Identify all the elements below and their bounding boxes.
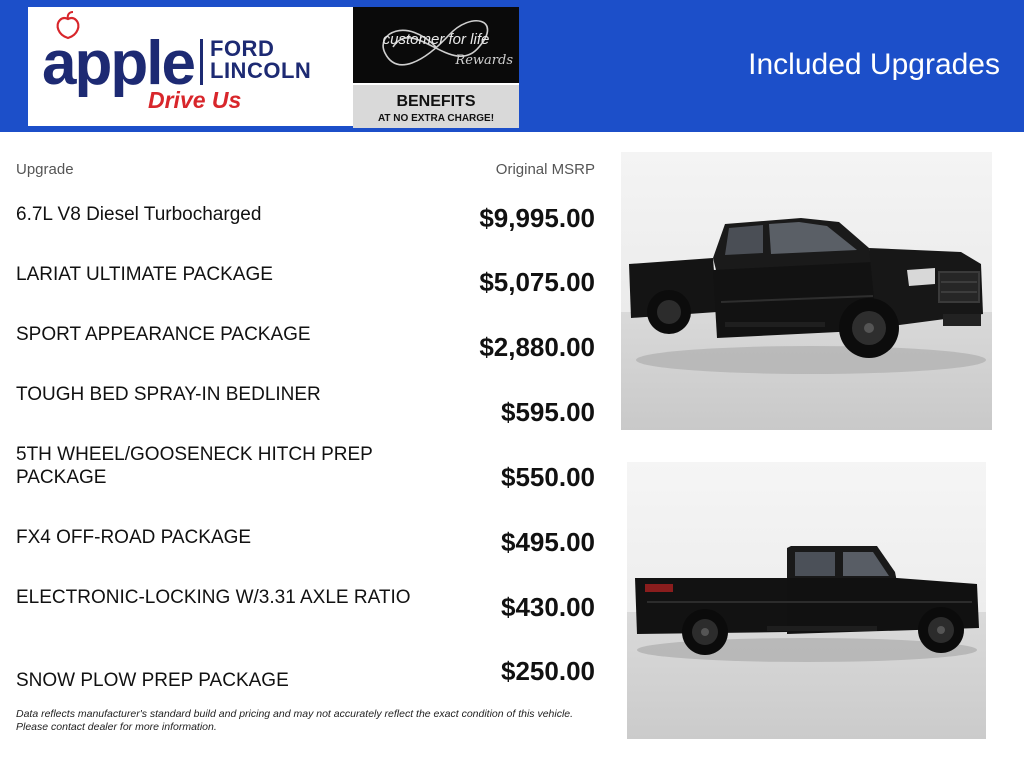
customer-for-life-badge <box>353 7 519 126</box>
upgrade-price: $9,995.00 <box>479 203 595 233</box>
upgrade-name: 6.7L V8 Diesel Turbocharged <box>16 204 262 225</box>
upgrade-row <box>0 586 600 646</box>
upgrade-price: $250.00 <box>501 656 595 686</box>
disclaimer: Data reflects manufacturer's standard build and pricing and may not accurately reflect the exact condition of this vehicle. Please contact dealer for more information. <box>16 708 574 733</box>
upgrade-price: $595.00 <box>501 397 595 427</box>
header-bar <box>0 0 1024 132</box>
badge-dark-panel <box>353 7 519 83</box>
upgrade-price: $550.00 <box>501 462 595 492</box>
upgrade-name: SPORT APPEARANCE PACKAGE <box>16 324 311 345</box>
badge-benefits-text: BENEFITS <box>396 93 476 110</box>
upgrade-row <box>0 203 600 263</box>
upgrade-price: $2,880.00 <box>479 332 595 362</box>
page-title: Included Upgrades <box>748 48 1000 81</box>
badge-script-text: Rewards <box>455 53 513 68</box>
upgrade-row <box>0 263 600 323</box>
logo-lincoln-text: LINCOLN <box>210 58 312 83</box>
upgrade-row <box>0 323 600 383</box>
apple-wordmark: apple <box>42 29 194 98</box>
logo-slogan: Drive Us <box>148 87 242 113</box>
upgrade-name: FX4 OFF-ROAD PACKAGE <box>16 527 252 548</box>
badge-top-text: customer for life <box>382 31 490 48</box>
upgrade-price: $5,075.00 <box>479 267 595 297</box>
logo-ford-text: FORD <box>210 36 275 61</box>
truck-side-profile-image <box>627 462 986 739</box>
truck-photo-front-quarter <box>621 152 992 430</box>
upgrade-name: LARIAT ULTIMATE PACKAGE <box>16 264 273 285</box>
upgrade-row <box>0 656 600 716</box>
upgrade-price: $495.00 <box>501 527 595 557</box>
upgrade-name: 5TH WHEEL/GOOSENECK HITCH PREP PACKAGE <box>16 444 373 488</box>
upgrade-name: SNOW PLOW PREP PACKAGE <box>16 670 289 691</box>
logo-divider <box>200 39 203 85</box>
upgrade-name: TOUGH BED SPRAY-IN BEDLINER <box>16 384 321 405</box>
msrp-column-header: Original MSRP <box>495 161 595 178</box>
upgrade-row <box>0 443 600 503</box>
upgrade-column-header: Upgrade <box>16 161 74 178</box>
upgrade-row <box>0 383 600 443</box>
truck-front-quarter-image <box>621 152 992 430</box>
upgrade-price: $430.00 <box>501 592 595 622</box>
truck-photo-side-profile <box>627 462 986 739</box>
badge-benefits-panel <box>353 83 519 128</box>
upgrade-row <box>0 526 600 586</box>
badge-sub-text: AT NO EXTRA CHARGE! <box>377 113 495 124</box>
dealer-logo <box>28 7 353 126</box>
upgrade-name: ELECTRONIC-LOCKING W/3.31 AXLE RATIO <box>16 587 411 608</box>
